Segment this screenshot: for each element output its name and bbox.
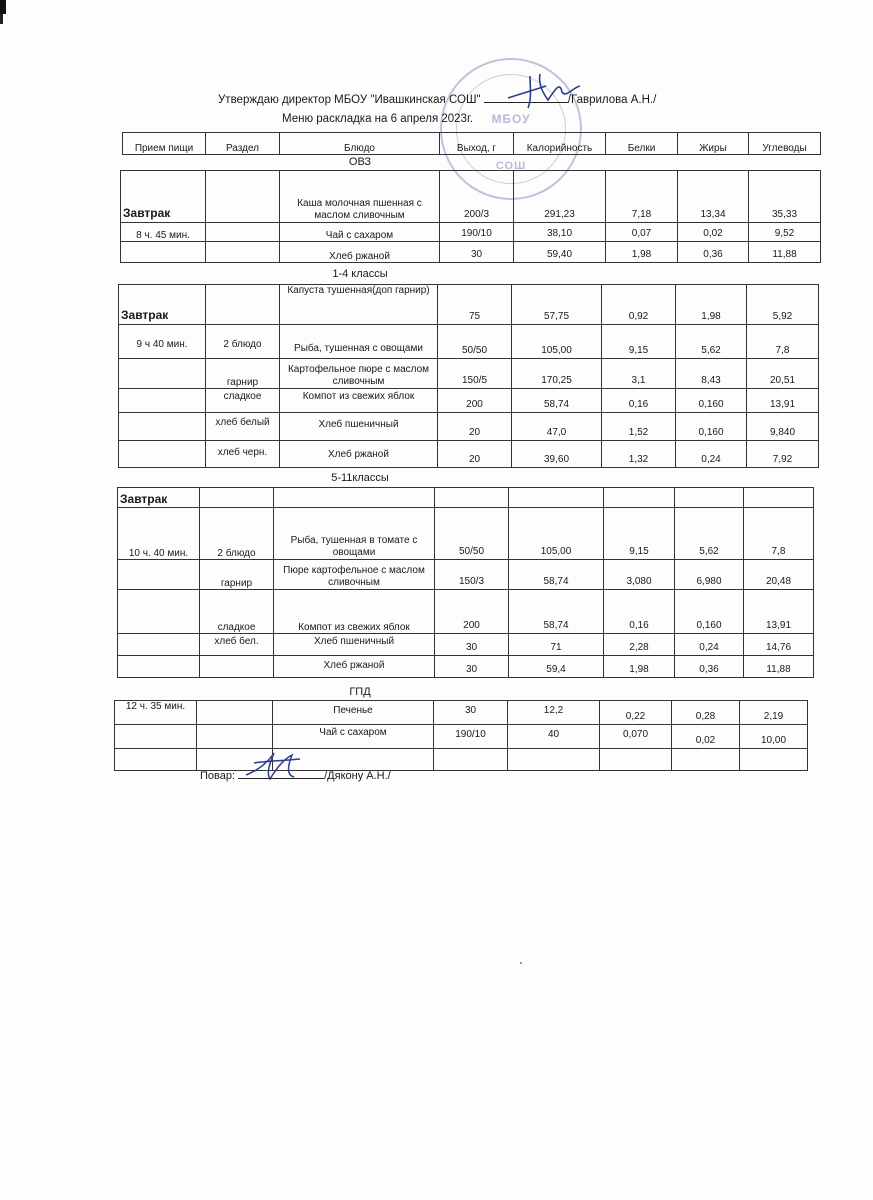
dish-name: Печенье (273, 701, 434, 725)
dish-name: Хлеб ржаной (280, 441, 438, 468)
protein-value: 0,22 (600, 701, 672, 725)
meal-name: Завтрак (121, 171, 206, 223)
calories-value: 105,00 (512, 325, 602, 359)
meal-time: 8 ч. 45 мин. (121, 223, 206, 242)
calories-value: 105,00 (509, 508, 604, 560)
cook-line (200, 768, 391, 782)
dish-name: Чай с сахаром (273, 725, 434, 749)
meal-time: 9 ч 40 мин. (119, 325, 206, 359)
dish-name: Пюре картофельное с маслом сливочным (274, 560, 435, 590)
menu-title: Меню раскладка на 6 апреля 2023г. (282, 113, 473, 125)
output-value: 20 (438, 413, 512, 441)
protein-value: 1,52 (602, 413, 676, 441)
director-signature (500, 68, 590, 112)
dish-name: Компот из свежих яблок (274, 590, 435, 634)
protein-value: 9,15 (602, 325, 676, 359)
calories-value: 12,2 (508, 701, 600, 725)
fat-value: 0,28 (672, 701, 740, 725)
fat-value: 0,02 (672, 725, 740, 749)
table-row (118, 508, 814, 560)
column-header (122, 132, 821, 155)
carbs-value: 7,8 (744, 508, 814, 560)
protein-value: 2,28 (604, 634, 675, 656)
dish-name: Чай с сахаром (280, 223, 440, 242)
fat-value: 0,160 (675, 590, 744, 634)
calories-value: 71 (509, 634, 604, 656)
fat-value: 0,24 (676, 441, 747, 468)
table-row (118, 634, 814, 656)
calories-value: 38,10 (514, 223, 606, 242)
menu-table-gpd (114, 700, 808, 771)
fat-value: 0,160 (676, 413, 747, 441)
approval-line (218, 92, 718, 106)
director-name: /Гаврилова А.Н./ (567, 94, 657, 106)
output-value: 75 (438, 285, 512, 325)
carbs-value: 9,840 (747, 413, 819, 441)
protein-value: 3,1 (602, 359, 676, 389)
section-title-ovz: ОВЗ (348, 156, 372, 168)
meal-name: Завтрак (119, 285, 206, 325)
protein-value: 9,15 (604, 508, 675, 560)
table-row (119, 359, 819, 389)
protein-value: 7,18 (606, 171, 678, 223)
meal-time: 12 ч. 35 мин. (115, 701, 197, 725)
table-row (119, 285, 819, 325)
cook-name: /Дякону А.Н./ (324, 770, 391, 782)
output-value: 200 (438, 389, 512, 413)
table-row (118, 560, 814, 590)
output-value: 200/3 (440, 171, 514, 223)
section-name: хлеб бел. (200, 634, 274, 656)
section-name: хлеб белый (206, 413, 280, 441)
carbs-value: 2,19 (740, 701, 808, 725)
carbs-value: 9,52 (749, 223, 821, 242)
carbs-value: 20,48 (744, 560, 814, 590)
fat-value: 6,980 (675, 560, 744, 590)
table-row (115, 701, 808, 725)
section-name: сладкое (200, 590, 274, 634)
section-name (200, 656, 274, 678)
dish-name: Капуста тушенная(доп гарнир) (280, 285, 438, 325)
col-output: Выход, г (440, 133, 514, 155)
signature-blank (238, 768, 324, 779)
stamp-line: МБОУ (491, 112, 531, 126)
scan-corner-mark (0, 14, 3, 24)
col-carbs: Углеводы (749, 133, 821, 155)
output-value: 200 (435, 590, 509, 634)
output-value: 190/10 (440, 223, 514, 242)
output-value: 30 (440, 242, 514, 263)
approval-text: Утверждаю директор МБОУ "Ивашкинская СОШ" (218, 94, 481, 106)
calories-value: 47,0 (512, 413, 602, 441)
protein-value: 0,16 (604, 590, 675, 634)
section-name: 2 блюдо (206, 325, 280, 359)
protein-value: 0,07 (606, 223, 678, 242)
output-value: 50/50 (435, 508, 509, 560)
calories-value: 59,4 (509, 656, 604, 678)
carbs-value: 35,33 (749, 171, 821, 223)
calories-value: 59,40 (514, 242, 606, 263)
carbs-value: 10,00 (740, 725, 808, 749)
output-value: 50/50 (438, 325, 512, 359)
carbs-value: 13,91 (744, 590, 814, 634)
col-meal: Прием пищи (123, 133, 206, 155)
fat-value: 13,34 (678, 171, 749, 223)
carbs-value: 20,51 (747, 359, 819, 389)
calories-value: 58,74 (512, 389, 602, 413)
carbs-value: 11,88 (744, 656, 814, 678)
output-value: 30 (434, 701, 508, 725)
menu-table-grades-5-11 (117, 487, 814, 678)
dish-name: Хлеб ржаной (280, 242, 440, 263)
table-row (119, 413, 819, 441)
table-row (119, 389, 819, 413)
protein-value: 0,070 (600, 725, 672, 749)
table-row (118, 590, 814, 634)
carbs-value: 13,91 (747, 389, 819, 413)
protein-value: 1,32 (602, 441, 676, 468)
fat-value: 5,62 (676, 325, 747, 359)
scan-speck (520, 962, 522, 964)
menu-table-grades-1-4 (118, 284, 819, 468)
section-name: сладкое (206, 389, 280, 413)
dish-name: Хлеб пшеничный (280, 413, 438, 441)
scan-corner-mark (0, 0, 6, 14)
cook-label: Повар: (200, 770, 236, 782)
output-value: 150/5 (438, 359, 512, 389)
output-value: 30 (435, 656, 509, 678)
section-title-grades-1-4: 1-4 классы (332, 268, 388, 280)
stamp-line: СОШ (495, 160, 527, 172)
meal-time: 10 ч. 40 мин. (118, 508, 200, 560)
carbs-value: 11,88 (749, 242, 821, 263)
protein-value: 0,92 (602, 285, 676, 325)
fat-value: 5,62 (675, 508, 744, 560)
col-calories: Калорийность (514, 133, 606, 155)
section-name (206, 285, 280, 325)
protein-value: 1,98 (604, 656, 675, 678)
fat-value: 8,43 (676, 359, 747, 389)
dish-name: Рыба, тушенная с овощами (280, 325, 438, 359)
output-value: 30 (435, 634, 509, 656)
protein-value: 3,080 (604, 560, 675, 590)
table-row (121, 171, 821, 223)
calories-value: 291,23 (514, 171, 606, 223)
calories-value: 57,75 (512, 285, 602, 325)
dish-name: Хлеб ржаной (274, 656, 435, 678)
calories-value: 58,74 (509, 590, 604, 634)
table-row (118, 488, 814, 508)
fat-value: 0,02 (678, 223, 749, 242)
dish-name: Хлеб пшеничный (274, 634, 435, 656)
table-row (118, 656, 814, 678)
calories-value: 40 (508, 725, 600, 749)
calories-value: 39,60 (512, 441, 602, 468)
table-row (119, 325, 819, 359)
section-name: хлеб черн. (206, 441, 280, 468)
protein-value: 0,16 (602, 389, 676, 413)
table-row (121, 223, 821, 242)
calories-value: 58,74 (509, 560, 604, 590)
section-title-gpd: ГПД (349, 686, 371, 698)
dish-name: Рыба, тушенная в томате с овощами (274, 508, 435, 560)
fat-value: 0,36 (675, 656, 744, 678)
col-section: Раздел (206, 133, 280, 155)
dish-name: Компот из свежих яблок (280, 389, 438, 413)
section-name: гарнир (200, 560, 274, 590)
table-row (119, 441, 819, 468)
section-title-grades-5-11: 5-11классы (331, 472, 389, 484)
section-name: гарнир (206, 359, 280, 389)
table-row (115, 725, 808, 749)
protein-value: 1,98 (606, 242, 678, 263)
meal-name: Завтрак (118, 488, 200, 508)
dish-name: Картофельное пюре с маслом сливочным (280, 359, 438, 389)
carbs-value: 7,8 (747, 325, 819, 359)
table-row (121, 242, 821, 263)
output-value: 150/3 (435, 560, 509, 590)
calories-value: 170,25 (512, 359, 602, 389)
output-value: 20 (438, 441, 512, 468)
fat-value: 1,98 (676, 285, 747, 325)
carbs-value: 7,92 (747, 441, 819, 468)
carbs-value: 5,92 (747, 285, 819, 325)
section-name: 2 блюдо (200, 508, 274, 560)
col-dish: Блюдо (280, 133, 440, 155)
fat-value: 0,160 (676, 389, 747, 413)
output-value: 190/10 (434, 725, 508, 749)
menu-table-ovz (120, 170, 821, 263)
col-proteins: Белки (606, 133, 678, 155)
fat-value: 0,36 (678, 242, 749, 263)
col-fats: Жиры (678, 133, 749, 155)
dish-name: Каша молочная пшенная с маслом сливочным (280, 171, 440, 223)
carbs-value: 14,76 (744, 634, 814, 656)
fat-value: 0,24 (675, 634, 744, 656)
